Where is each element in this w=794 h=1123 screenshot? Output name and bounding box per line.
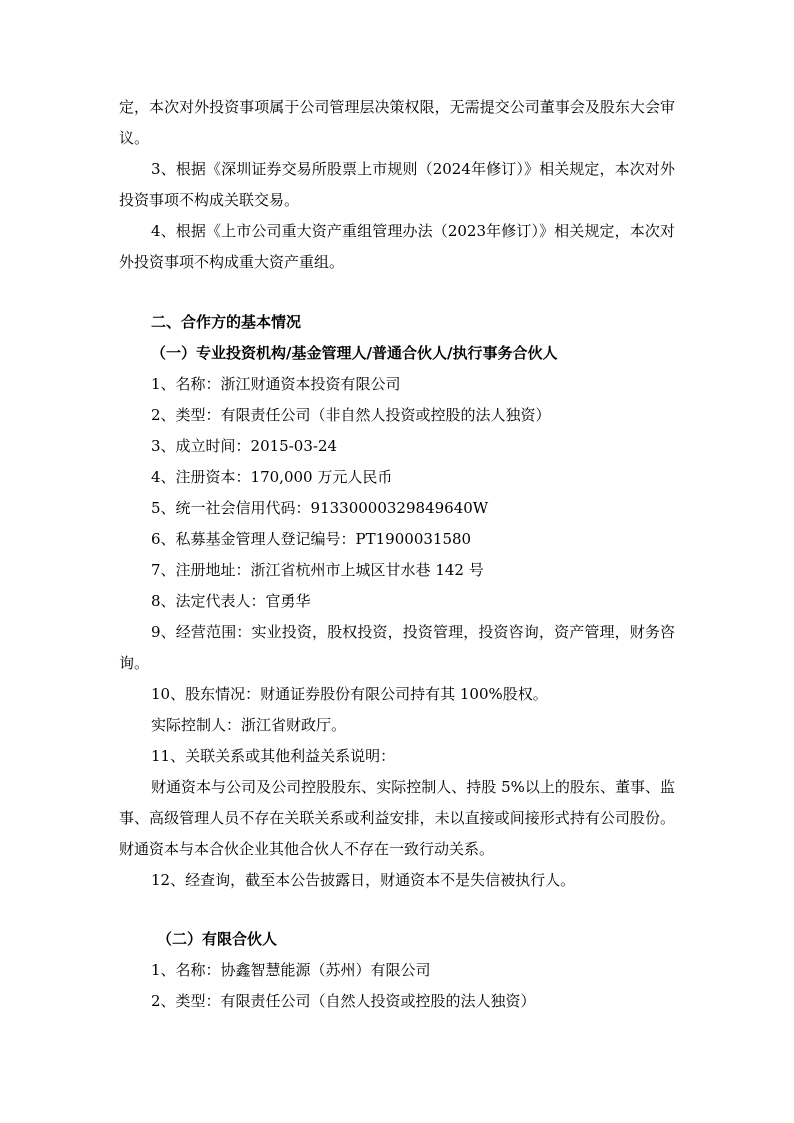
section-heading-partners: 二、合作方的基本情况: [151, 313, 302, 331]
gp-item-relations-text: 财通资本与公司及公司控股股东、实际控制人、持股 5%以上的股东、董事、监事、高级管理人员不存在关联关系或利益安排，未以直接或间接形式持有公司股份。财通资本与本合伙企业其他合伙人不存在一致行动关系。: [119, 778, 675, 858]
lp-item-name: 1、名称：协鑫智慧能源（苏州）有限公司: [151, 961, 431, 979]
paragraph-intro-continuation: 定，本次对外投资事项属于公司管理层决策权限，无需提交公司董事会及股东大会审议。: [119, 98, 675, 147]
gp-item-address: 7、注册地址：浙江省杭州市上城区甘水巷 142 号: [151, 561, 484, 579]
gp-item-legal-rep: 8、法定代表人：官勇华: [151, 592, 311, 610]
gp-item-business-scope: 9、经营范围：实业投资，股权投资，投资管理，投资咨询，资产管理，财务咨询。: [119, 623, 675, 672]
section-spacer: [119, 278, 675, 307]
gp-item-shareholder: 10、股东情况：财通证券股份有限公司持有其 100%股权。: [151, 685, 548, 703]
gp-item-controller: 实际控制人：浙江省财政厅。: [151, 716, 347, 734]
gp-item-registration-no: 6、私募基金管理人登记编号：PT1900031580: [151, 530, 472, 548]
lp-item-type: 2、类型：有限责任公司（自然人投资或控股的法人独资）: [151, 992, 536, 1010]
gp-item-type: 2、类型：有限责任公司（非自然人投资或控股的法人独资）: [151, 406, 551, 424]
gp-item-dishonest-check: 12、经查询，截至本公告披露日，财通资本不是失信被执行人。: [151, 871, 576, 889]
document-page: [119, 92, 675, 1017]
gp-item-name: 1、名称：浙江财通资本投资有限公司: [151, 375, 401, 393]
section-spacer-2: [119, 896, 675, 924]
paragraph-item-3: 3、根据《深圳证券交易所股票上市规则（2024年修订）》相关规定，本次对外投资事项不构成关联交易。: [119, 160, 675, 209]
subsection-heading-lp: （二）有限合伙人: [157, 930, 278, 948]
subsection-heading-gp: （一）专业投资机构/基金管理人/普通合伙人/执行事务合伙人: [151, 344, 558, 362]
gp-item-capital: 4、注册资本：170,000 万元人民币: [151, 468, 393, 486]
gp-item-established: 3、成立时间：2015-03-24: [151, 437, 338, 455]
gp-item-credit-code: 5、统一社会信用代码：91330000329849640W: [151, 499, 489, 517]
paragraph-item-4: 4、根据《上市公司重大资产重组管理办法（2023年修订）》相关规定，本次对外投资事项不构成重大资产重组。: [119, 222, 675, 271]
gp-item-relations-title: 11、关联关系或其他利益关系说明：: [151, 747, 396, 765]
